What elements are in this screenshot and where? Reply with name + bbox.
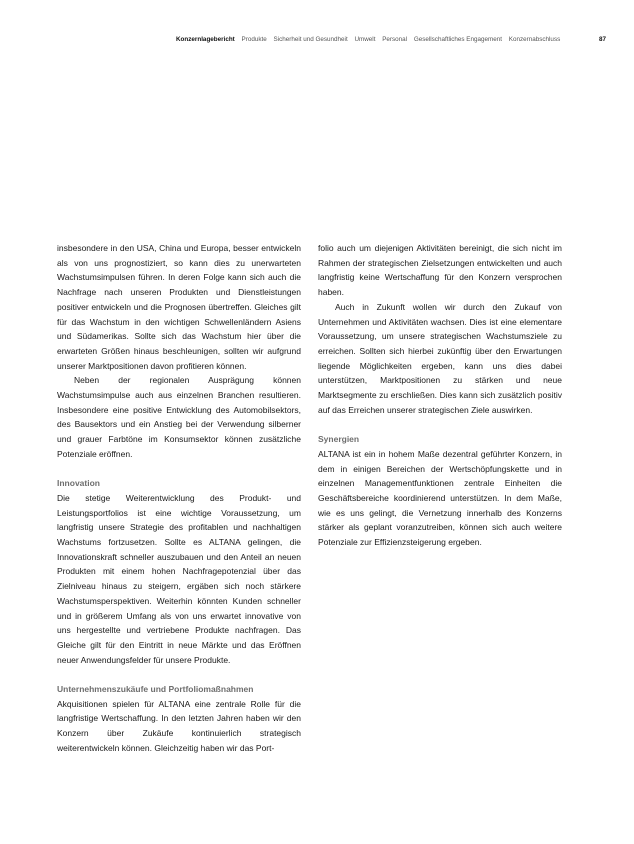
nav-gesellschaftliches-engagement[interactable]: Gesellschaftliches Engagement <box>413 36 503 43</box>
section-heading-synergien: Synergien <box>318 434 360 445</box>
nav-konzernabschluss[interactable]: Konzernabschluss <box>508 36 561 43</box>
left-column <box>57 241 301 756</box>
running-header <box>176 36 606 48</box>
right-column <box>318 241 562 550</box>
paragraph: ALTANA ist ein in hohem Maße dezentral geführter Konzern, in dem in einigen Bereichen der Wertschöpfungskette und in einzelnen Managementfunktionen zentrale Einheiten die Geschäftsbereiche koordinierend unterstützen. In dem Maße, wie es uns gelingt, die Vernetzung innerhalb des Konzerns stärker als geplant voranzutreiben, können sich auch weitere Potenziale zur Effizienzsteigerung ergeben. <box>318 448 562 548</box>
nav-konzernlagebericht[interactable]: Konzernlagebericht <box>176 36 235 43</box>
paragraph: Neben der regionalen Ausprägung können Wachstumsimpulse auch aus einzelnen Branchen resultieren. Insbesondere eine positive Entwicklung des Automobilsektors, des Bausektors und ein Anstieg bei der Verwendung silberner und grauer Farbtöne im Konsumsektor können zusätzliche Potenziale eröffnen. <box>57 375 301 459</box>
spacer <box>57 667 301 682</box>
spacer <box>57 462 301 477</box>
section-heading-innovation: Innovation <box>57 478 100 489</box>
section-heading-acquisitions: Unternehmenszukäufe und Portfoliomaßnahmen <box>57 684 254 695</box>
nav-umwelt[interactable]: Umwelt <box>354 36 376 43</box>
paragraph: Die stetige Weiterentwicklung des Produkt- und Leistungsportfolios ist eine wichtige Voraussetzung, um langfristig unsere Strategie des profitablen und nachhaltigen Wachstums fortzusetzen. Sollte es ALTANA gelingen, die Innovationskraft schneller auszubauen und den Anteil an neuen Produkten mit einem hohen Nachfragepotenzial über das Zielniveau hinaus zu steigern, ergäben sich noch stärkere Wachstumsperspektiven. Weiterhin könnten Kunden schneller und in größerem Umfang als von uns erwartet innovative von uns hergestellte und vertriebene Produkte nachfragen. Das Gleiche gilt für den Eintritt in neue Märkte und das Eröffnen neuer Anwendungsfelder für unsere Produkte. <box>57 492 301 665</box>
nav-produkte[interactable]: Produkte <box>241 36 267 43</box>
paragraph: folio auch um diejenigen Aktivitäten bereinigt, die sich nicht im Rahmen der strategischen Zielsetzungen entwickelten und auch langfristig keine Wertschaffung für den Konzern versprochen haben. <box>318 243 562 298</box>
page-number: 87 <box>598 36 606 43</box>
paragraph: insbesondere in den USA, China und Europa, besser entwickeln als von uns prognostiziert, so kann dies zu unerwarteten Wachstumsimpulsen führen. In deren Folge kann sich auch die Nachfrage nach unseren Produkten und Dienstleistungen positiver entwickeln und die Prognosen übertreffen. Gleiches gilt für das Wachstum in den wichtigen Schwellenländern Asiens und Südamerikas. Sollte sich das Wachstum hier über die erwarteten Größen hinaus beschleunigen, sollten wir aufgrund unserer Marktpositionen davon profitieren können. <box>57 243 301 371</box>
nav-sicherheit-gesundheit[interactable]: Sicherheit und Gesundheit <box>273 36 348 43</box>
paragraph: Auch in Zukunft wollen wir durch den Zukauf von Unternehmen und Aktivitäten wachsen. Dies ist eine elementare Voraussetzung, um unsere strategischen Wachstumsziele zu erreichen. Sollten sich hierbei zukünftig über den Erwartungen liegende Möglichkeiten ergeben, kann uns dies dabei unterstützen, Marktpositionen zu stärken und neue Marktsegmente zu erschließen. Dies kann sich zusätzlich positiv auf das Erreichen unserer strategischen Ziele auswirken. <box>318 301 562 415</box>
spacer <box>318 417 562 432</box>
nav-personal[interactable]: Personal <box>382 36 408 43</box>
paragraph: Akquisitionen spielen für ALTANA eine zentrale Rolle für die langfristige Wertschaffung. In den letzten Jahren haben wir den Konzern über Zukäufe kontinuierlich strategisch weiterentwickeln können. Gleichzeitig haben wir das Port- <box>57 698 301 753</box>
